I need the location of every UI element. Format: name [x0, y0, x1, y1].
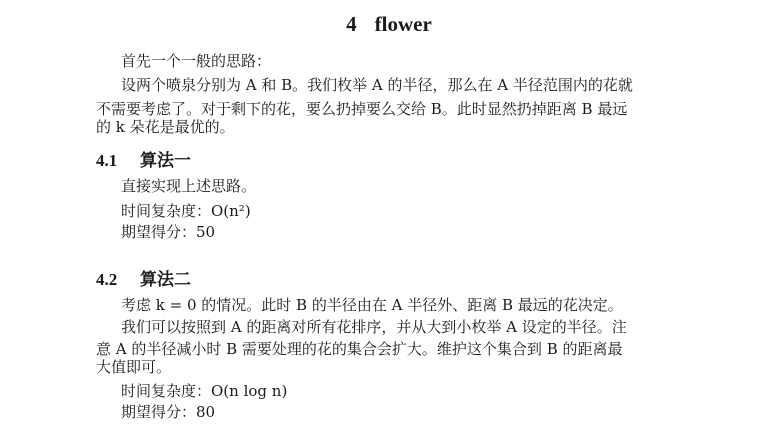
intro-line-1: 首先一个一般的思路：: [121, 52, 272, 70]
algo2-line-4: 大值即可。: [96, 358, 172, 376]
algo2-line-2: 我们可以按照到 A 的距离对所有花排序，并从大到小枚举 A 设定的半径。注: [121, 318, 627, 336]
subsection-heading-4-1: [96, 146, 191, 171]
subsection-title: 算法二: [140, 270, 191, 289]
intro-line-4: 的 k 朵花是最优的。: [96, 118, 235, 136]
algo1-complexity: 时间复杂度：O(n²): [121, 202, 251, 220]
algo2-line-1: 考虑 k = 0 的情况。此时 B 的半径由在 A 半径外、距离 B 最远的花决定。: [121, 296, 623, 314]
algo1-score: 期望得分：50: [121, 223, 216, 241]
section-title: [0, 12, 778, 37]
intro-line-3: 不需要考虑了。对于剩下的花，要么扔掉要么交给 B。此时显然扔掉距离 B 最远: [96, 100, 628, 118]
section-number: 4: [346, 12, 357, 36]
algo2-line-3: 意 A 的半径减小时 B 需要处理的花的集合会扩大。维护这个集合到 B 的距离最: [96, 340, 623, 358]
algo1-body: 直接实现上述思路。: [121, 177, 257, 195]
subsection-number: 4.1: [96, 151, 118, 170]
subsection-heading-4-2: [96, 265, 191, 290]
algo2-complexity: 时间复杂度：O(n log n): [121, 382, 288, 400]
subsection-title: 算法一: [140, 151, 191, 170]
subsection-number: 4.2: [96, 270, 118, 289]
section-title-text: flower: [374, 12, 432, 36]
algo2-score: 期望得分：80: [121, 403, 216, 421]
intro-line-2: 设两个喷泉分别为 A 和 B。我们枚举 A 的半径，那么在 A 半径范围内的花就: [121, 76, 633, 94]
